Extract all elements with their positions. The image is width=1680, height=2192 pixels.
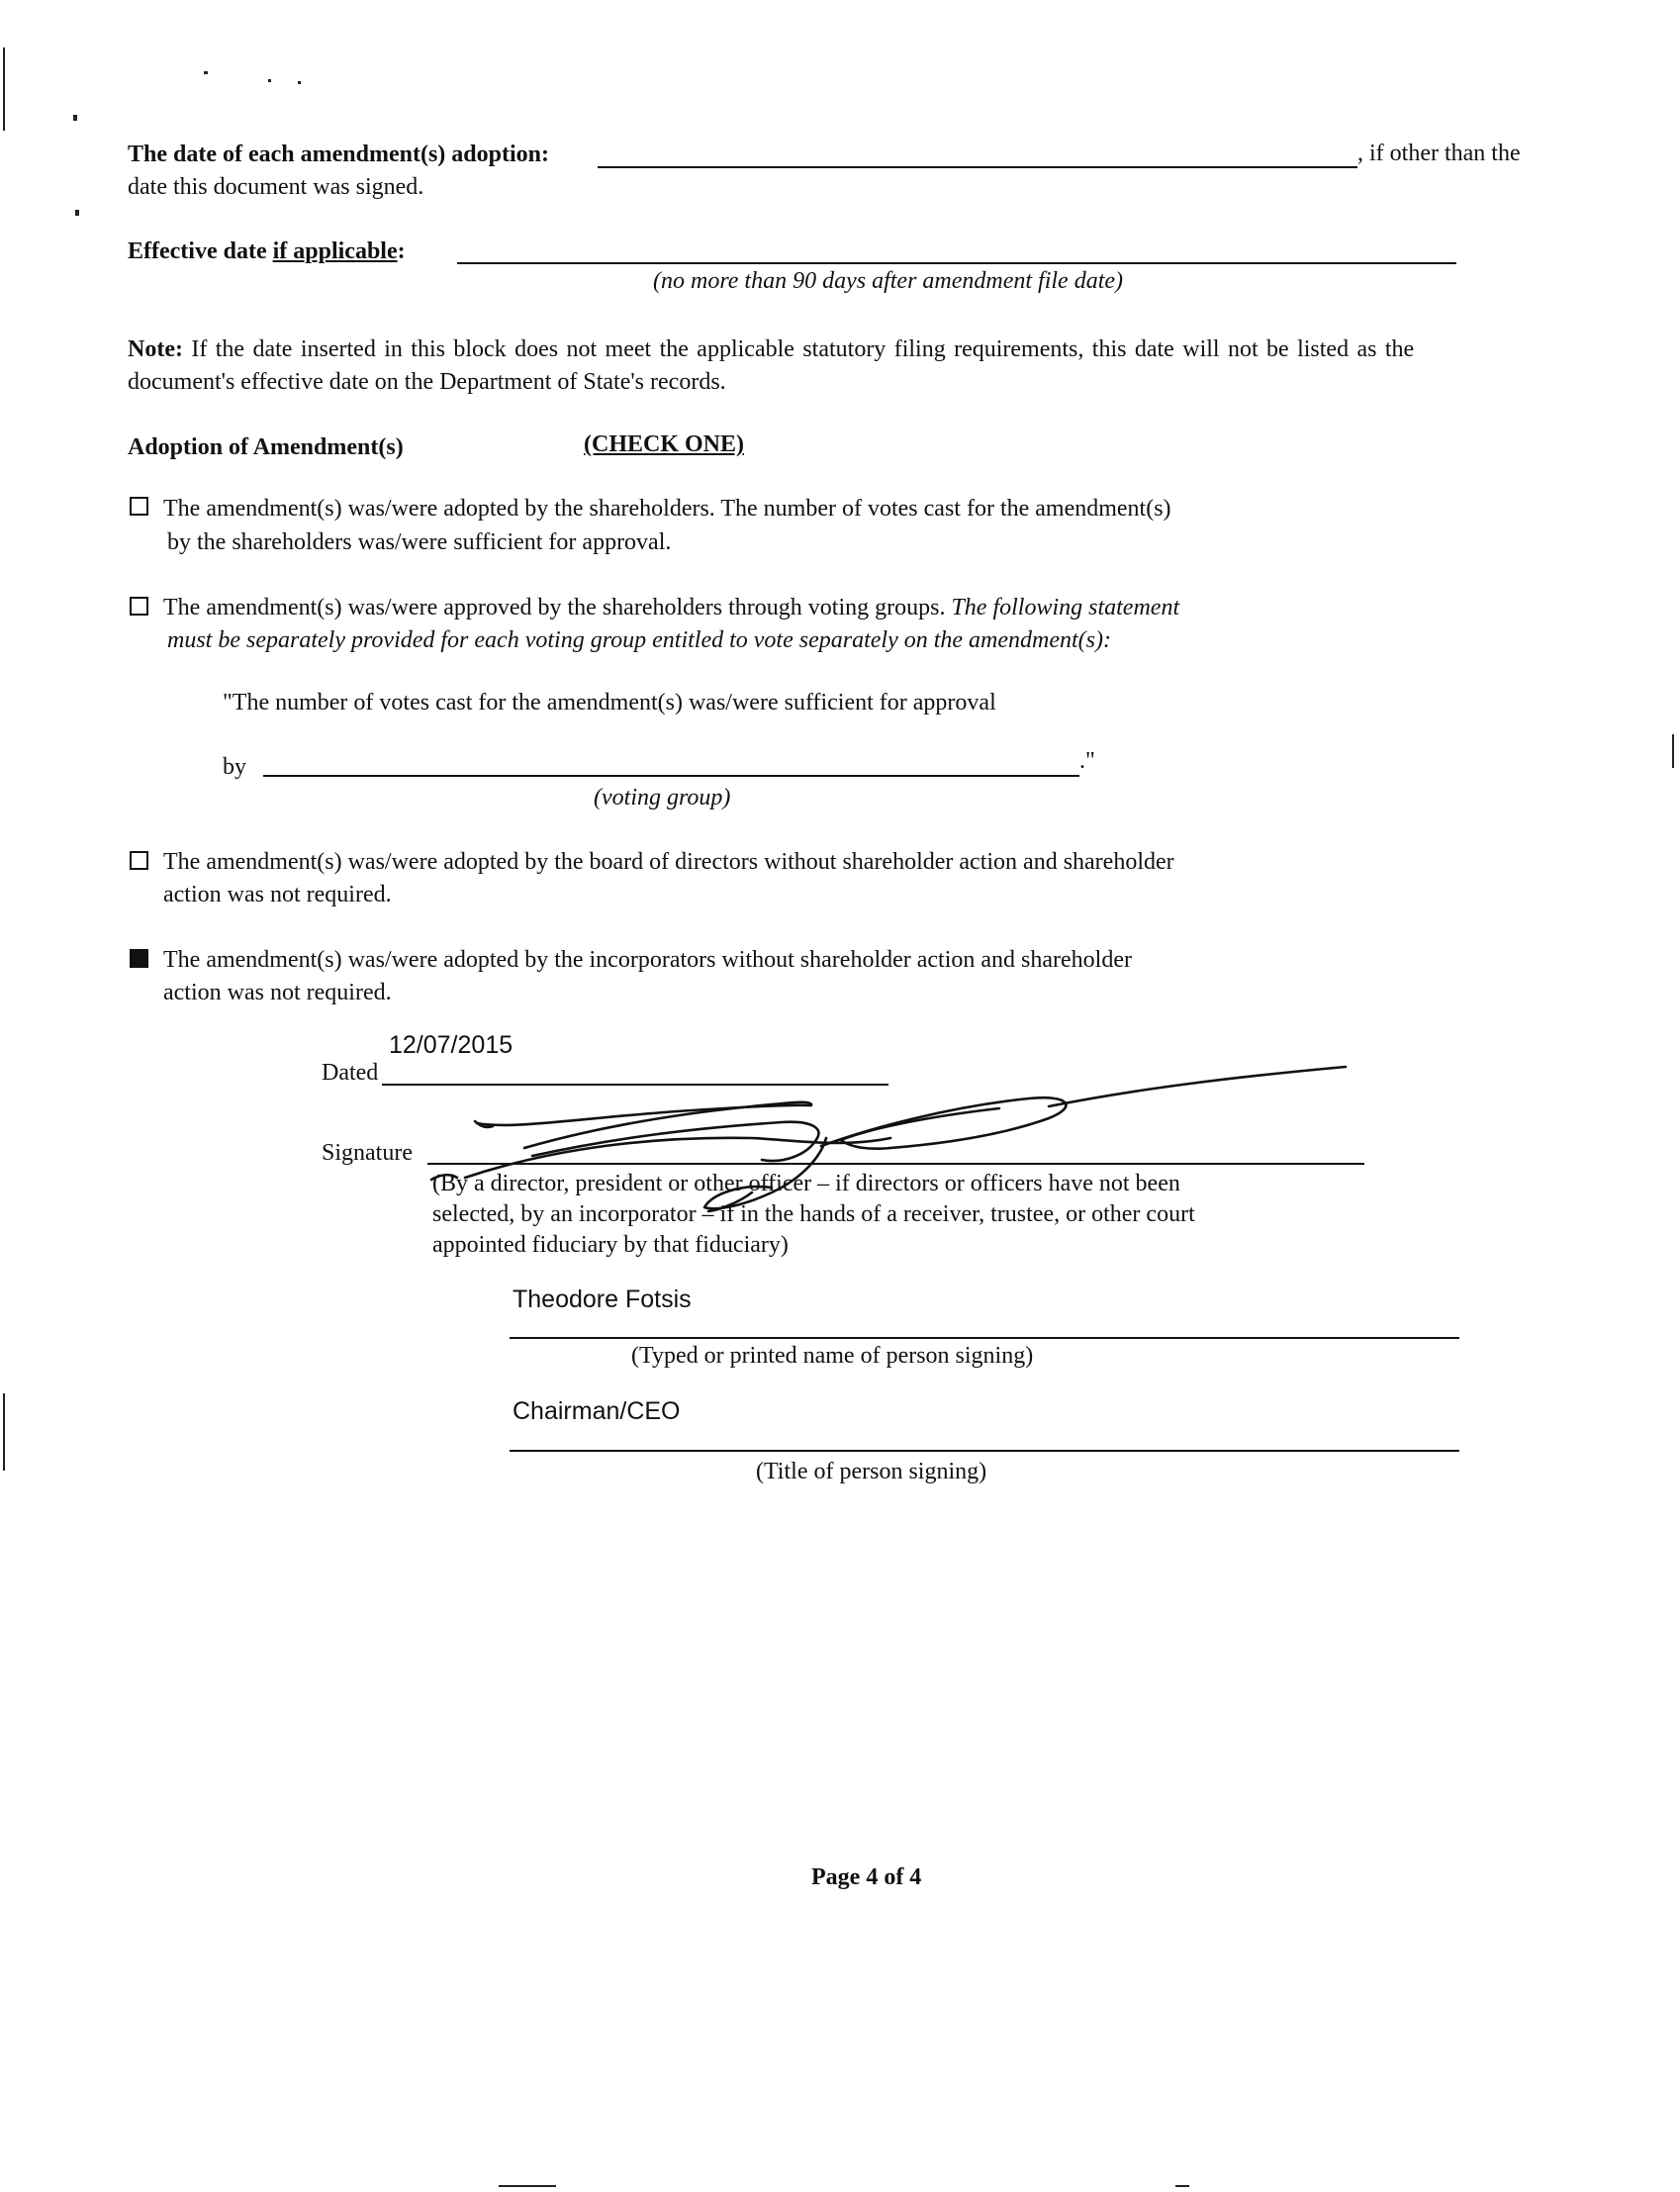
adoption-date-suffix: , if other than the <box>1357 141 1521 166</box>
page-number: Page 4 of 4 <box>811 1864 922 1890</box>
voting-group-closing: ." <box>1079 748 1095 774</box>
typed-name: Theodore Fotsis <box>513 1286 692 1313</box>
option-1-line2: by the shareholders was/were sufficient for approval. <box>167 529 672 555</box>
effective-date-label-colon: : <box>397 238 406 264</box>
typed-name-caption: (Typed or printed name of person signing) <box>631 1343 1034 1369</box>
option-3-line1: The amendment(s) was/were adopted by the board of directors without shareholder action and shareholder <box>163 849 1174 875</box>
signer-title-caption: (Title of person signing) <box>756 1459 987 1484</box>
adoption-date-label: The date of each amendment(s) adoption: <box>128 142 549 167</box>
voting-group-quote: "The number of votes cast for the amendment(s) was/were sufficient for approval <box>223 690 996 715</box>
signature-instructions-line2: selected, by an incorporator – if in the hands of a receiver, trustee, or other court <box>432 1201 1195 1227</box>
option-4-line2: action was not required. <box>163 980 392 1005</box>
check-one-instruction: (CHECK ONE) <box>584 431 744 457</box>
voting-group-caption: (voting group) <box>594 785 731 810</box>
typed-name-field[interactable] <box>510 1337 1459 1339</box>
adoption-section-title: Adoption of Amendment(s) <box>128 434 404 460</box>
signer-title: Chairman/CEO <box>513 1397 681 1425</box>
voting-group-by-label: by <box>223 754 246 780</box>
option-2-line2: must be separately provided for each voting group entitled to vote separately on the amendment(s): <box>167 627 1111 653</box>
effective-date-hint: (no more than 90 days after amendment file date) <box>653 268 1124 294</box>
signer-title-field[interactable] <box>510 1450 1459 1452</box>
option-2-text: The amendment(s) was/were approved by the shareholders through voting groups. <box>163 595 952 620</box>
signature-instructions-line1: (By a director, president or other officer – if directors or officers have not been <box>432 1171 1180 1196</box>
option-2-italic: The following statement <box>951 595 1180 620</box>
effective-date-label-underlined: if applicable <box>272 238 398 264</box>
option-3-line2: action was not required. <box>163 882 392 907</box>
option-1-line1: The amendment(s) was/were adopted by the shareholders. The number of votes cast for the amendment(s) <box>163 496 1171 522</box>
option-4-line1: The amendment(s) was/were adopted by the incorporators without shareholder action and shareholder <box>163 947 1132 973</box>
scan-speck <box>1175 2185 1189 2187</box>
dated-value: 12/07/2015 <box>389 1031 513 1059</box>
note-continuation: document's effective date on the Department of State's records. <box>128 369 726 395</box>
signature-instructions-line3: appointed fiduciary by that fiduciary) <box>432 1232 789 1258</box>
scan-speck <box>499 2185 556 2187</box>
dated-label: Dated <box>322 1060 379 1086</box>
note-label: Note: <box>128 336 183 362</box>
signature-label: Signature <box>322 1140 413 1166</box>
effective-date-label-prefix: Effective date <box>128 238 273 264</box>
note-text: If the date inserted in this block does not meet the applicable statutory filing requirements, this date will not be listed as the <box>182 336 1415 362</box>
adoption-date-continuation: date this document was signed. <box>128 174 424 200</box>
